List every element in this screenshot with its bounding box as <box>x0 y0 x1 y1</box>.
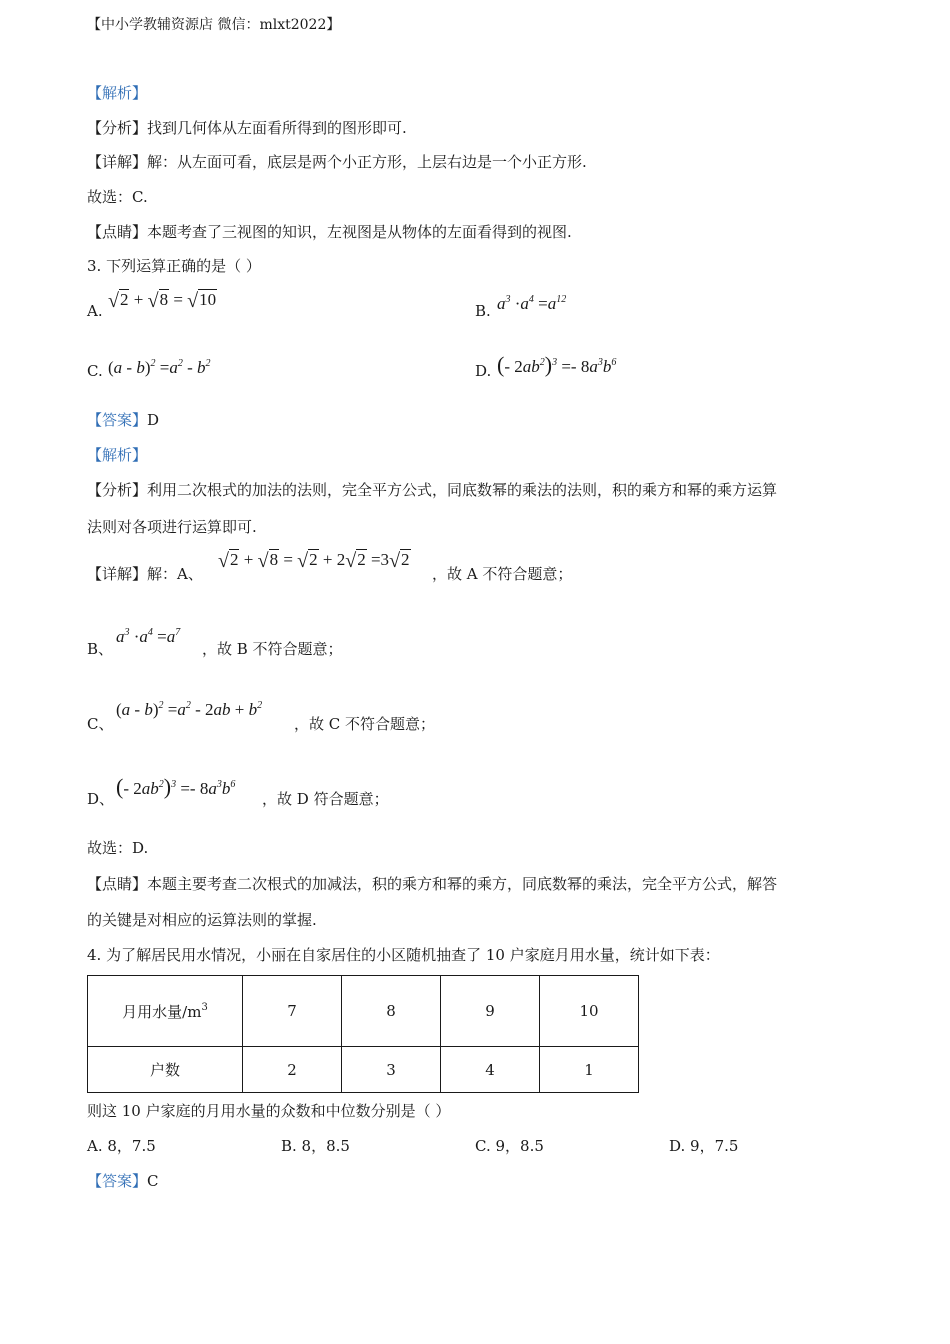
q3-step-d-suffix: ，故 D 符合题意； <box>262 790 389 808</box>
table-row <box>88 1047 639 1093</box>
q4-option-b: B. 8，8.5 <box>281 1137 350 1155</box>
q3-step-c-prefix: C、 <box>87 715 114 733</box>
q3-step-c-suffix: ，故 C 不符合题意； <box>294 715 436 733</box>
q2-xiangjie <box>87 151 587 172</box>
q3-dianjing-line1 <box>87 873 777 894</box>
q3-step-a-suffix: ，故 A 不符合题意； <box>432 565 573 583</box>
table-cell: 1 <box>540 1047 639 1093</box>
table-cell: 9 <box>441 976 540 1047</box>
q2-dianjing <box>87 221 572 242</box>
q3-fenxi-line1 <box>87 479 777 500</box>
table-cell: 8 <box>342 976 441 1047</box>
q2-dianjing-tag: 【点睛】 <box>87 223 148 241</box>
table-cell: 7 <box>243 976 342 1047</box>
table-header-unit-sup: 3 <box>201 1001 208 1013</box>
table-header-cell <box>88 976 243 1047</box>
q2-fenxi <box>87 117 407 138</box>
q3-option-c-formula: $(a - b)^2 =a^2 - b^2$ <box>108 358 211 377</box>
q3-fenxi-tag: 【分析】 <box>87 481 148 499</box>
q3-step-b-prefix: B、 <box>87 640 114 658</box>
table-header-label: 月用水量/m <box>122 1002 202 1021</box>
q3-dianjing-line2: 的关键是对相应的运算法则的掌握. <box>87 911 317 929</box>
q4-answer <box>87 1170 159 1191</box>
q3-fenxi-line2: 法则对各项进行运算即可. <box>87 518 257 536</box>
q3-step-d-prefix: D、 <box>87 790 115 808</box>
table-cell: 3 <box>342 1047 441 1093</box>
q3-answer <box>87 409 159 430</box>
q3-option-a-label: A. <box>87 302 103 320</box>
q4-stem: 4. 为了解居民用水情况，小丽在自家居住的小区随机抽查了 10 户家庭月用水量，统计如下表： <box>87 946 720 964</box>
q3-answer-value: D <box>147 411 160 429</box>
q3-option-d-formula: (- $2ab^2)^3 =- 8a^3b^6$ <box>497 352 617 377</box>
q3-step-a-formula: √2 + √8 = √2 + 2√2 =3√2 <box>218 550 410 572</box>
q3-option-a-formula: √2 + √8 = √10 <box>108 290 217 312</box>
q4-answer-tag: 【答案】 <box>87 1172 148 1190</box>
table-cell: 4 <box>441 1047 540 1093</box>
q2-jiexi-heading: 【解析】 <box>87 84 148 102</box>
table-cell: 10 <box>540 976 639 1047</box>
q4-answer-value: C <box>147 1172 159 1190</box>
q2-fenxi-text: 找到几何体从左面看所得到的图形即可. <box>147 119 407 137</box>
q3-jiexi-heading: 【解析】 <box>87 446 148 464</box>
q3-choice: 故选：D. <box>87 839 149 857</box>
q2-choice: 故选：C. <box>87 188 148 206</box>
q4-question: 则这 10 户家庭的月用水量的众数和中位数分别是（ ） <box>87 1102 451 1120</box>
q3-stem: 3. 下列运算正确的是（ ） <box>87 257 261 275</box>
q4-option-c: C. 9，8.5 <box>475 1137 544 1155</box>
q3-option-d-label: D. <box>475 362 492 380</box>
q3-fenxi-text1: 利用二次根式的加法的法则，完全平方公式，同底数幂的乘法的法则，积的乘方和幂的乘方运算 <box>147 481 778 499</box>
water-usage-table <box>87 975 639 1093</box>
q3-dianjing-text1: 本题主要考查二次根式的加减法，积的乘方和幂的乘方，同底数幂的乘法，完全平方公式，解答 <box>147 875 778 893</box>
q3-step-a <box>87 563 203 584</box>
table-row <box>88 976 639 1047</box>
q3-step-d-formula: (- $2ab^2)^3 =- 8a^3b^6$ <box>116 774 236 799</box>
q2-xiangjie-tag: 【详解】 <box>87 153 148 171</box>
q2-dianjing-text: 本题考查了三视图的知识，左视图是从物体的左面看得到的视图. <box>147 223 572 241</box>
q3-step-b-suffix: ，故 B 不符合题意； <box>202 640 343 658</box>
q3-option-c-label: C. <box>87 362 103 380</box>
table-row-label: 户数 <box>88 1047 243 1093</box>
q4-option-d: D. 9，7.5 <box>669 1137 739 1155</box>
q2-fenxi-tag: 【分析】 <box>87 119 148 137</box>
q4-option-a: A. 8，7.5 <box>87 1137 156 1155</box>
q3-option-b-formula: $a^3 \cdot a^4 =a^{12}$ <box>497 294 567 313</box>
header-watermark: 【中小学教辅资源店 微信：mlxt2022】 <box>87 17 341 33</box>
q3-option-b-label: B. <box>475 302 491 320</box>
q3-step-c-formula: $(a - b)^2 =a^2 - 2ab + b^2$ <box>116 700 263 719</box>
q3-dianjing-tag: 【点睛】 <box>87 875 148 893</box>
q3-answer-tag: 【答案】 <box>87 411 148 429</box>
q2-xiangjie-text: 解：从左面可看，底层是两个小正方形，上层右边是一个小正方形. <box>147 153 587 171</box>
q3-xiangjie-tag: 【详解】 <box>87 565 148 583</box>
table-cell: 2 <box>243 1047 342 1093</box>
q3-step-b-formula: $a^3 \cdot a^4 =a^7$ <box>116 627 181 646</box>
q3-xiangjie-prefix: 解：A、 <box>147 565 203 583</box>
